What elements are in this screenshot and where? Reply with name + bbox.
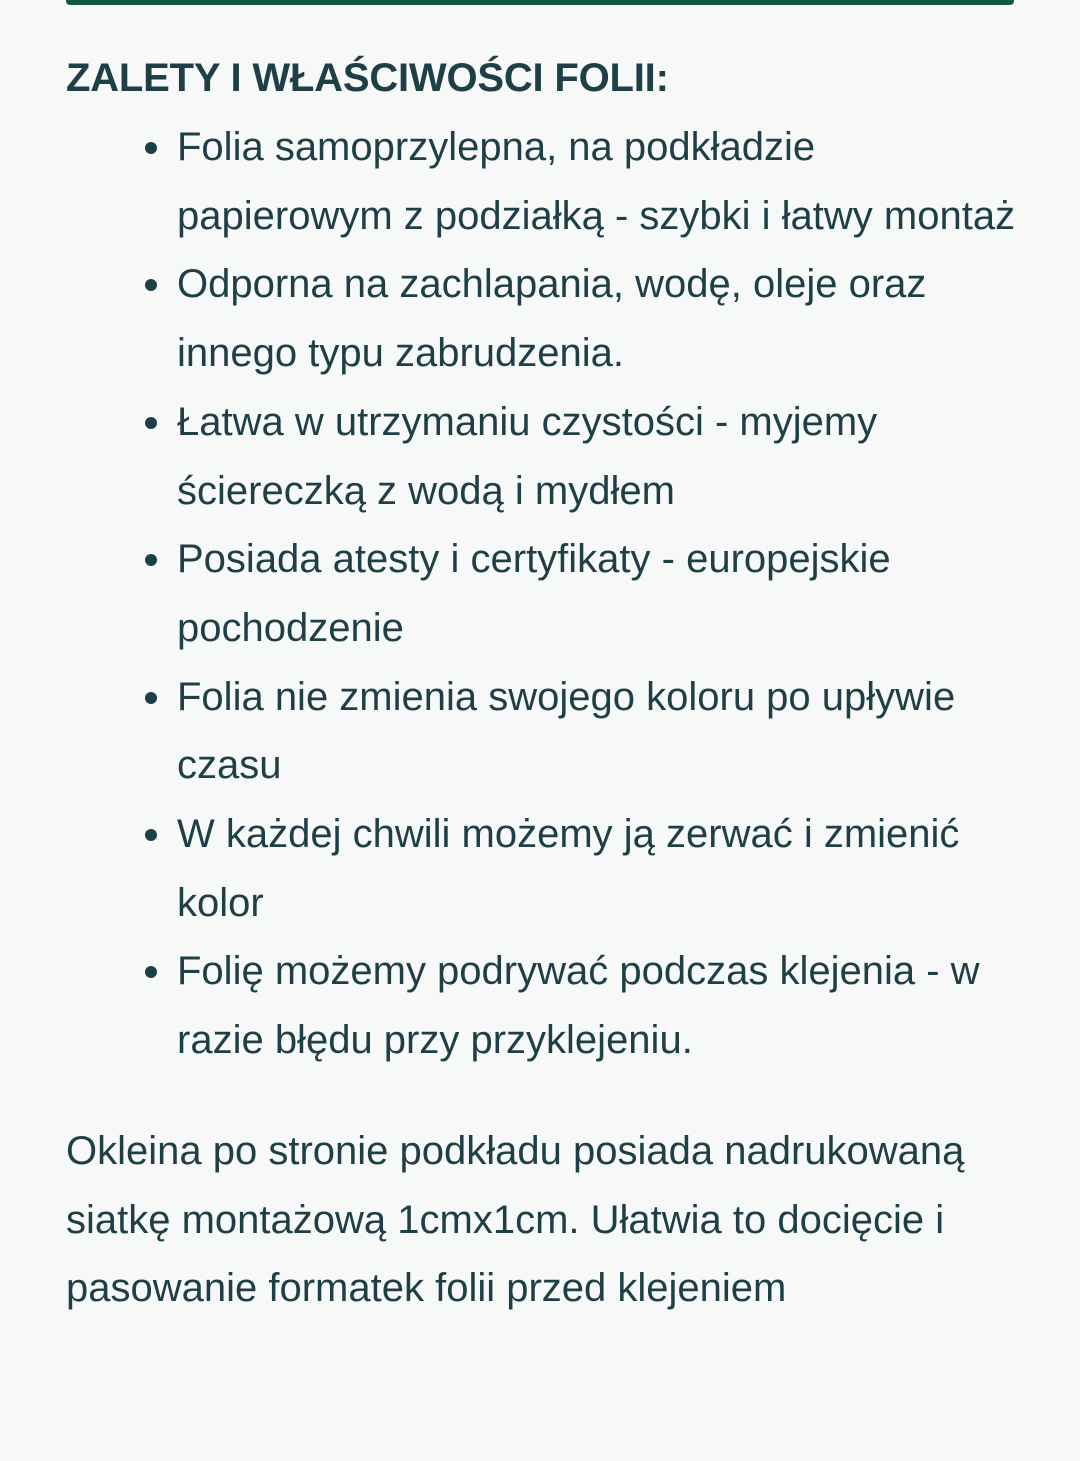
product-description [66, 52, 1026, 1323]
description-paragraph: Okleina po stronie podkładu posiada nadrukowaną siatkę montażową 1cmx1cm. Ułatwia to docięcie i pasowanie formatek folii przed klejeniem [66, 1128, 965, 1311]
feature-item: Łatwa w utrzymaniu czystości - myjemy ściereczką z wodą i mydłem [177, 388, 1026, 525]
section-heading: ZALETY I WŁAŚCIWOŚCI FOLII: [66, 56, 669, 100]
feature-item: Odporna na zachlapania, wodę, oleje oraz innego typu zabrudzenia. [177, 250, 1026, 387]
feature-item: Folia nie zmienia swojego koloru po upływie czasu [177, 663, 1026, 800]
feature-item: Folia samoprzylepna, na podkładzie papierowym z podziałką - szybki i łatwy montaż [177, 113, 1026, 250]
top-divider-bar [66, 0, 1014, 5]
feature-item: W każdej chwili możemy ją zerwać i zmienić kolor [177, 800, 1026, 937]
features-list [66, 113, 1026, 1075]
feature-item: Folię możemy podrywać podczas klejenia - w razie błędu przy przyklejeniu. [177, 937, 1026, 1074]
feature-item: Posiada atesty i certyfikaty - europejskie pochodzenie [177, 525, 1026, 662]
